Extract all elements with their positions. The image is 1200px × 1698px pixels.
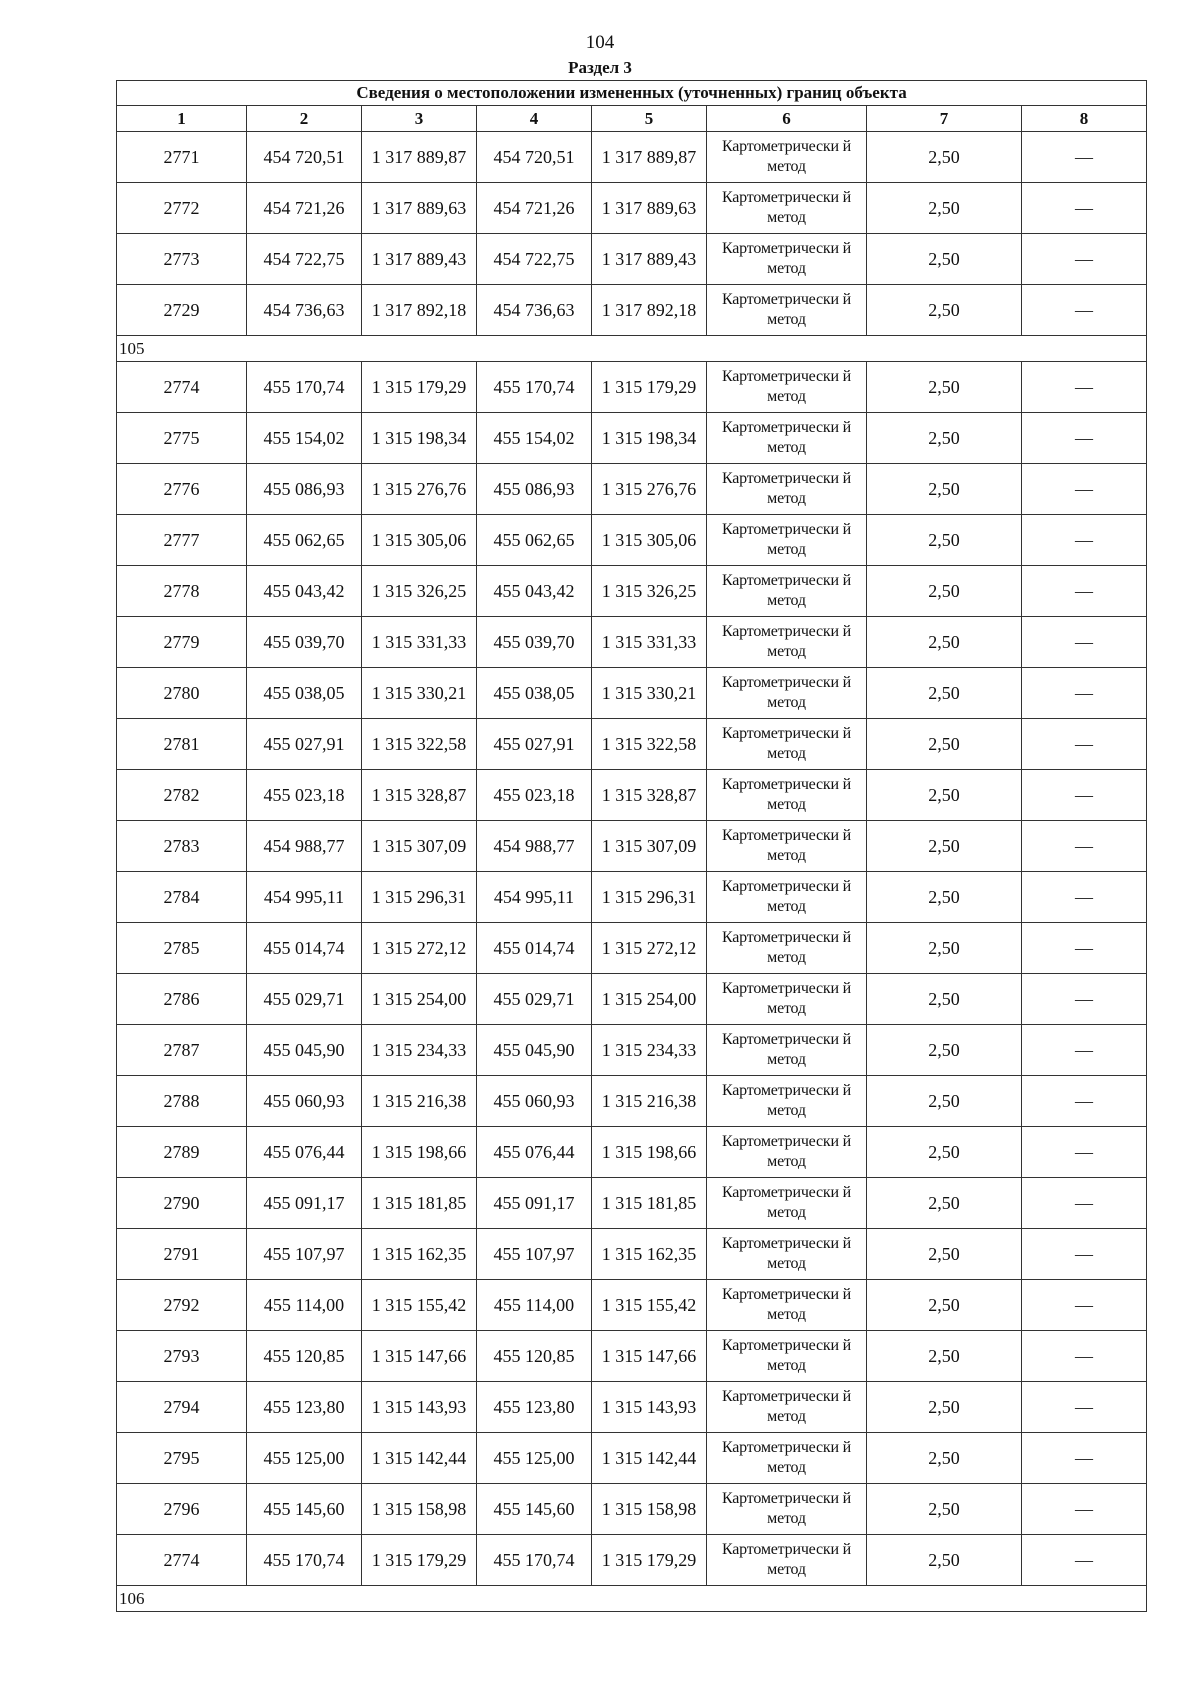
x-coordinate-cell: 455 170,74	[477, 362, 592, 413]
x-coordinate-cell: 454 720,51	[247, 132, 362, 183]
y-coordinate-cell: 1 315 179,29	[362, 362, 477, 413]
point-number-cell: 2729	[117, 285, 247, 336]
method-cell: Картометрически й метод	[707, 1484, 867, 1535]
point-number-cell: 2786	[117, 974, 247, 1025]
y-coordinate-cell: 1 317 889,43	[362, 234, 477, 285]
table-row	[117, 872, 1147, 923]
x-coordinate-cell: 454 988,77	[477, 821, 592, 872]
point-number-cell: 2775	[117, 413, 247, 464]
y-coordinate-cell: 1 315 216,38	[362, 1076, 477, 1127]
y-coordinate-cell: 1 315 179,29	[592, 362, 707, 413]
page-break-number: 106	[117, 1586, 1147, 1612]
note-cell: —	[1022, 1076, 1147, 1127]
page-break-number: 105	[117, 336, 1147, 362]
method-cell: Картометрически й метод	[707, 821, 867, 872]
page-number: 104	[585, 32, 615, 53]
method-cell: Картометрически й метод	[707, 1535, 867, 1586]
table-row	[117, 362, 1147, 413]
table-row	[117, 821, 1147, 872]
x-coordinate-cell: 455 125,00	[477, 1433, 592, 1484]
point-number-cell: 2790	[117, 1178, 247, 1229]
x-coordinate-cell: 455 086,93	[477, 464, 592, 515]
table-row	[117, 1535, 1147, 1586]
method-cell: Картометрически й метод	[707, 515, 867, 566]
y-coordinate-cell: 1 315 328,87	[362, 770, 477, 821]
y-coordinate-cell: 1 315 181,85	[362, 1178, 477, 1229]
x-coordinate-cell: 454 995,11	[247, 872, 362, 923]
x-coordinate-cell: 454 720,51	[477, 132, 592, 183]
accuracy-cell: 2,50	[867, 285, 1022, 336]
y-coordinate-cell: 1 315 142,44	[362, 1433, 477, 1484]
point-number-cell: 2783	[117, 821, 247, 872]
x-coordinate-cell: 455 123,80	[477, 1382, 592, 1433]
accuracy-cell: 2,50	[867, 1331, 1022, 1382]
accuracy-cell: 2,50	[867, 974, 1022, 1025]
method-cell: Картометрически й метод	[707, 1280, 867, 1331]
x-coordinate-cell: 455 145,60	[247, 1484, 362, 1535]
method-cell: Картометрически й метод	[707, 566, 867, 617]
y-coordinate-cell: 1 315 322,58	[592, 719, 707, 770]
accuracy-cell: 2,50	[867, 566, 1022, 617]
note-cell: —	[1022, 515, 1147, 566]
y-coordinate-cell: 1 315 143,93	[362, 1382, 477, 1433]
column-number: 6	[707, 106, 867, 132]
y-coordinate-cell: 1 315 305,06	[592, 515, 707, 566]
y-coordinate-cell: 1 315 143,93	[592, 1382, 707, 1433]
method-cell: Картометрически й метод	[707, 234, 867, 285]
accuracy-cell: 2,50	[867, 515, 1022, 566]
table-row	[117, 1025, 1147, 1076]
method-cell: Картометрически й метод	[707, 770, 867, 821]
method-cell: Картометрически й метод	[707, 1433, 867, 1484]
x-coordinate-cell: 455 154,02	[477, 413, 592, 464]
table-row	[117, 1484, 1147, 1535]
method-cell: Картометрически й метод	[707, 1229, 867, 1280]
method-cell: Картометрически й метод	[707, 362, 867, 413]
x-coordinate-cell: 455 091,17	[477, 1178, 592, 1229]
x-coordinate-cell: 455 014,74	[477, 923, 592, 974]
x-coordinate-cell: 455 107,97	[477, 1229, 592, 1280]
x-coordinate-cell: 454 722,75	[247, 234, 362, 285]
point-number-cell: 2774	[117, 1535, 247, 1586]
method-cell: Картометрически й метод	[707, 617, 867, 668]
y-coordinate-cell: 1 315 234,33	[362, 1025, 477, 1076]
point-number-cell: 2774	[117, 362, 247, 413]
y-coordinate-cell: 1 315 198,66	[362, 1127, 477, 1178]
table-row	[117, 668, 1147, 719]
y-coordinate-cell: 1 315 181,85	[592, 1178, 707, 1229]
note-cell: —	[1022, 1433, 1147, 1484]
y-coordinate-cell: 1 317 889,43	[592, 234, 707, 285]
x-coordinate-cell: 455 029,71	[247, 974, 362, 1025]
table-row	[117, 464, 1147, 515]
point-number-cell: 2791	[117, 1229, 247, 1280]
note-cell: —	[1022, 770, 1147, 821]
x-coordinate-cell: 455 038,05	[477, 668, 592, 719]
y-coordinate-cell: 1 315 326,25	[592, 566, 707, 617]
table-row	[117, 285, 1147, 336]
y-coordinate-cell: 1 315 331,33	[592, 617, 707, 668]
note-cell: —	[1022, 1025, 1147, 1076]
y-coordinate-cell: 1 315 198,34	[592, 413, 707, 464]
table-row	[117, 234, 1147, 285]
table-row	[117, 1076, 1147, 1127]
accuracy-cell: 2,50	[867, 1127, 1022, 1178]
point-number-cell: 2785	[117, 923, 247, 974]
y-coordinate-cell: 1 315 162,35	[362, 1229, 477, 1280]
x-coordinate-cell: 455 062,65	[477, 515, 592, 566]
accuracy-cell: 2,50	[867, 132, 1022, 183]
table-row	[117, 132, 1147, 183]
table-row	[117, 1382, 1147, 1433]
x-coordinate-cell: 455 060,93	[477, 1076, 592, 1127]
table-body	[117, 132, 1147, 1612]
point-number-cell: 2788	[117, 1076, 247, 1127]
point-number-cell: 2780	[117, 668, 247, 719]
x-coordinate-cell: 455 154,02	[247, 413, 362, 464]
accuracy-cell: 2,50	[867, 821, 1022, 872]
table-row	[117, 1331, 1147, 1382]
table-row	[117, 1280, 1147, 1331]
page-break-row	[117, 1586, 1147, 1612]
column-number: 1	[117, 106, 247, 132]
x-coordinate-cell: 455 038,05	[247, 668, 362, 719]
x-coordinate-cell: 455 120,85	[477, 1331, 592, 1382]
method-cell: Картометрически й метод	[707, 872, 867, 923]
table-row	[117, 719, 1147, 770]
note-cell: —	[1022, 285, 1147, 336]
y-coordinate-cell: 1 315 307,09	[362, 821, 477, 872]
x-coordinate-cell: 454 736,63	[477, 285, 592, 336]
x-coordinate-cell: 455 039,70	[477, 617, 592, 668]
note-cell: —	[1022, 719, 1147, 770]
method-cell: Картометрически й метод	[707, 974, 867, 1025]
column-number: 3	[362, 106, 477, 132]
y-coordinate-cell: 1 317 889,63	[592, 183, 707, 234]
y-coordinate-cell: 1 315 179,29	[592, 1535, 707, 1586]
y-coordinate-cell: 1 315 155,42	[362, 1280, 477, 1331]
table-row	[117, 617, 1147, 668]
method-cell: Картометрически й метод	[707, 1076, 867, 1127]
x-coordinate-cell: 454 721,26	[247, 183, 362, 234]
y-coordinate-cell: 1 315 198,34	[362, 413, 477, 464]
accuracy-cell: 2,50	[867, 617, 1022, 668]
x-coordinate-cell: 455 043,42	[247, 566, 362, 617]
point-number-cell: 2787	[117, 1025, 247, 1076]
method-cell: Картометрически й метод	[707, 719, 867, 770]
column-number-row	[117, 106, 1147, 132]
column-number: 5	[592, 106, 707, 132]
x-coordinate-cell: 455 114,00	[477, 1280, 592, 1331]
point-number-cell: 2771	[117, 132, 247, 183]
method-cell: Картометрически й метод	[707, 132, 867, 183]
x-coordinate-cell: 455 114,00	[247, 1280, 362, 1331]
note-cell: —	[1022, 464, 1147, 515]
method-cell: Картометрически й метод	[707, 1025, 867, 1076]
y-coordinate-cell: 1 317 889,87	[362, 132, 477, 183]
x-coordinate-cell: 455 170,74	[247, 1535, 362, 1586]
point-number-cell: 2777	[117, 515, 247, 566]
table-row	[117, 1229, 1147, 1280]
table-row	[117, 923, 1147, 974]
x-coordinate-cell: 455 039,70	[247, 617, 362, 668]
y-coordinate-cell: 1 315 254,00	[592, 974, 707, 1025]
y-coordinate-cell: 1 315 234,33	[592, 1025, 707, 1076]
method-cell: Картометрически й метод	[707, 923, 867, 974]
x-coordinate-cell: 455 023,18	[247, 770, 362, 821]
column-number: 4	[477, 106, 592, 132]
accuracy-cell: 2,50	[867, 234, 1022, 285]
point-number-cell: 2778	[117, 566, 247, 617]
y-coordinate-cell: 1 315 276,76	[592, 464, 707, 515]
point-number-cell: 2779	[117, 617, 247, 668]
y-coordinate-cell: 1 315 331,33	[362, 617, 477, 668]
y-coordinate-cell: 1 315 307,09	[592, 821, 707, 872]
accuracy-cell: 2,50	[867, 923, 1022, 974]
method-cell: Картометрически й метод	[707, 1382, 867, 1433]
page-break-row	[117, 336, 1147, 362]
x-coordinate-cell: 455 145,60	[477, 1484, 592, 1535]
x-coordinate-cell: 455 107,97	[247, 1229, 362, 1280]
note-cell: —	[1022, 362, 1147, 413]
y-coordinate-cell: 1 317 892,18	[592, 285, 707, 336]
method-cell: Картометрически й метод	[707, 1127, 867, 1178]
x-coordinate-cell: 454 988,77	[247, 821, 362, 872]
point-number-cell: 2792	[117, 1280, 247, 1331]
x-coordinate-cell: 455 170,74	[477, 1535, 592, 1586]
table-caption: Сведения о местоположении измененных (уточненных) границ объекта	[117, 81, 1147, 106]
accuracy-cell: 2,50	[867, 362, 1022, 413]
note-cell: —	[1022, 183, 1147, 234]
accuracy-cell: 2,50	[867, 464, 1022, 515]
y-coordinate-cell: 1 315 272,12	[362, 923, 477, 974]
y-coordinate-cell: 1 315 296,31	[592, 872, 707, 923]
point-number-cell: 2784	[117, 872, 247, 923]
y-coordinate-cell: 1 315 272,12	[592, 923, 707, 974]
accuracy-cell: 2,50	[867, 1382, 1022, 1433]
x-coordinate-cell: 454 736,63	[247, 285, 362, 336]
note-cell: —	[1022, 234, 1147, 285]
y-coordinate-cell: 1 315 296,31	[362, 872, 477, 923]
x-coordinate-cell: 455 014,74	[247, 923, 362, 974]
point-number-cell: 2781	[117, 719, 247, 770]
column-number: 2	[247, 106, 362, 132]
accuracy-cell: 2,50	[867, 1484, 1022, 1535]
note-cell: —	[1022, 974, 1147, 1025]
x-coordinate-cell: 455 062,65	[247, 515, 362, 566]
note-cell: —	[1022, 821, 1147, 872]
y-coordinate-cell: 1 315 276,76	[362, 464, 477, 515]
accuracy-cell: 2,50	[867, 1280, 1022, 1331]
table-row	[117, 1127, 1147, 1178]
accuracy-cell: 2,50	[867, 1433, 1022, 1484]
accuracy-cell: 2,50	[867, 668, 1022, 719]
accuracy-cell: 2,50	[867, 413, 1022, 464]
y-coordinate-cell: 1 315 328,87	[592, 770, 707, 821]
x-coordinate-cell: 455 045,90	[247, 1025, 362, 1076]
table-row	[117, 1178, 1147, 1229]
x-coordinate-cell: 454 721,26	[477, 183, 592, 234]
note-cell: —	[1022, 1280, 1147, 1331]
x-coordinate-cell: 455 023,18	[477, 770, 592, 821]
point-number-cell: 2789	[117, 1127, 247, 1178]
y-coordinate-cell: 1 315 179,29	[362, 1535, 477, 1586]
x-coordinate-cell: 454 995,11	[477, 872, 592, 923]
table-row	[117, 413, 1147, 464]
table-caption-row	[117, 81, 1147, 106]
accuracy-cell: 2,50	[867, 183, 1022, 234]
column-number: 7	[867, 106, 1022, 132]
y-coordinate-cell: 1 315 330,21	[362, 668, 477, 719]
x-coordinate-cell: 455 091,17	[247, 1178, 362, 1229]
x-coordinate-cell: 455 120,85	[247, 1331, 362, 1382]
note-cell: —	[1022, 1229, 1147, 1280]
point-number-cell: 2794	[117, 1382, 247, 1433]
method-cell: Картометрически й метод	[707, 183, 867, 234]
x-coordinate-cell: 455 125,00	[247, 1433, 362, 1484]
method-cell: Картометрически й метод	[707, 1178, 867, 1229]
table-row	[117, 566, 1147, 617]
x-coordinate-cell: 455 170,74	[247, 362, 362, 413]
point-number-cell: 2772	[117, 183, 247, 234]
note-cell: —	[1022, 566, 1147, 617]
section-title: Раздел 3	[568, 58, 632, 77]
note-cell: —	[1022, 413, 1147, 464]
y-coordinate-cell: 1 315 158,98	[592, 1484, 707, 1535]
note-cell: —	[1022, 1331, 1147, 1382]
x-coordinate-cell: 455 076,44	[247, 1127, 362, 1178]
method-cell: Картометрически й метод	[707, 285, 867, 336]
y-coordinate-cell: 1 315 216,38	[592, 1076, 707, 1127]
point-number-cell: 2795	[117, 1433, 247, 1484]
y-coordinate-cell: 1 317 892,18	[362, 285, 477, 336]
note-cell: —	[1022, 1178, 1147, 1229]
table-row	[117, 1433, 1147, 1484]
accuracy-cell: 2,50	[867, 1535, 1022, 1586]
x-coordinate-cell: 455 076,44	[477, 1127, 592, 1178]
table-row	[117, 770, 1147, 821]
y-coordinate-cell: 1 315 158,98	[362, 1484, 477, 1535]
note-cell: —	[1022, 923, 1147, 974]
x-coordinate-cell: 455 027,91	[247, 719, 362, 770]
column-number: 8	[1022, 106, 1147, 132]
note-cell: —	[1022, 132, 1147, 183]
y-coordinate-cell: 1 315 326,25	[362, 566, 477, 617]
y-coordinate-cell: 1 315 330,21	[592, 668, 707, 719]
accuracy-cell: 2,50	[867, 770, 1022, 821]
y-coordinate-cell: 1 317 889,87	[592, 132, 707, 183]
x-coordinate-cell: 455 043,42	[477, 566, 592, 617]
note-cell: —	[1022, 668, 1147, 719]
note-cell: —	[1022, 1484, 1147, 1535]
x-coordinate-cell: 455 060,93	[247, 1076, 362, 1127]
y-coordinate-cell: 1 315 254,00	[362, 974, 477, 1025]
y-coordinate-cell: 1 315 147,66	[362, 1331, 477, 1382]
note-cell: —	[1022, 1535, 1147, 1586]
y-coordinate-cell: 1 315 198,66	[592, 1127, 707, 1178]
point-number-cell: 2796	[117, 1484, 247, 1535]
method-cell: Картометрически й метод	[707, 413, 867, 464]
point-number-cell: 2782	[117, 770, 247, 821]
point-number-cell: 2776	[117, 464, 247, 515]
point-number-cell: 2773	[117, 234, 247, 285]
y-coordinate-cell: 1 317 889,63	[362, 183, 477, 234]
note-cell: —	[1022, 617, 1147, 668]
table-row	[117, 515, 1147, 566]
table-row	[117, 183, 1147, 234]
y-coordinate-cell: 1 315 305,06	[362, 515, 477, 566]
accuracy-cell: 2,50	[867, 1076, 1022, 1127]
note-cell: —	[1022, 872, 1147, 923]
accuracy-cell: 2,50	[867, 719, 1022, 770]
x-coordinate-cell: 455 086,93	[247, 464, 362, 515]
x-coordinate-cell: 454 722,75	[477, 234, 592, 285]
note-cell: —	[1022, 1127, 1147, 1178]
method-cell: Картометрически й метод	[707, 464, 867, 515]
point-number-cell: 2793	[117, 1331, 247, 1382]
accuracy-cell: 2,50	[867, 872, 1022, 923]
x-coordinate-cell: 455 029,71	[477, 974, 592, 1025]
y-coordinate-cell: 1 315 147,66	[592, 1331, 707, 1382]
note-cell: —	[1022, 1382, 1147, 1433]
coordinates-table	[116, 80, 1147, 1612]
accuracy-cell: 2,50	[867, 1025, 1022, 1076]
x-coordinate-cell: 455 123,80	[247, 1382, 362, 1433]
x-coordinate-cell: 455 045,90	[477, 1025, 592, 1076]
method-cell: Картометрически й метод	[707, 1331, 867, 1382]
x-coordinate-cell: 455 027,91	[477, 719, 592, 770]
y-coordinate-cell: 1 315 322,58	[362, 719, 477, 770]
accuracy-cell: 2,50	[867, 1178, 1022, 1229]
table-row	[117, 974, 1147, 1025]
accuracy-cell: 2,50	[867, 1229, 1022, 1280]
y-coordinate-cell: 1 315 142,44	[592, 1433, 707, 1484]
y-coordinate-cell: 1 315 155,42	[592, 1280, 707, 1331]
y-coordinate-cell: 1 315 162,35	[592, 1229, 707, 1280]
method-cell: Картометрически й метод	[707, 668, 867, 719]
